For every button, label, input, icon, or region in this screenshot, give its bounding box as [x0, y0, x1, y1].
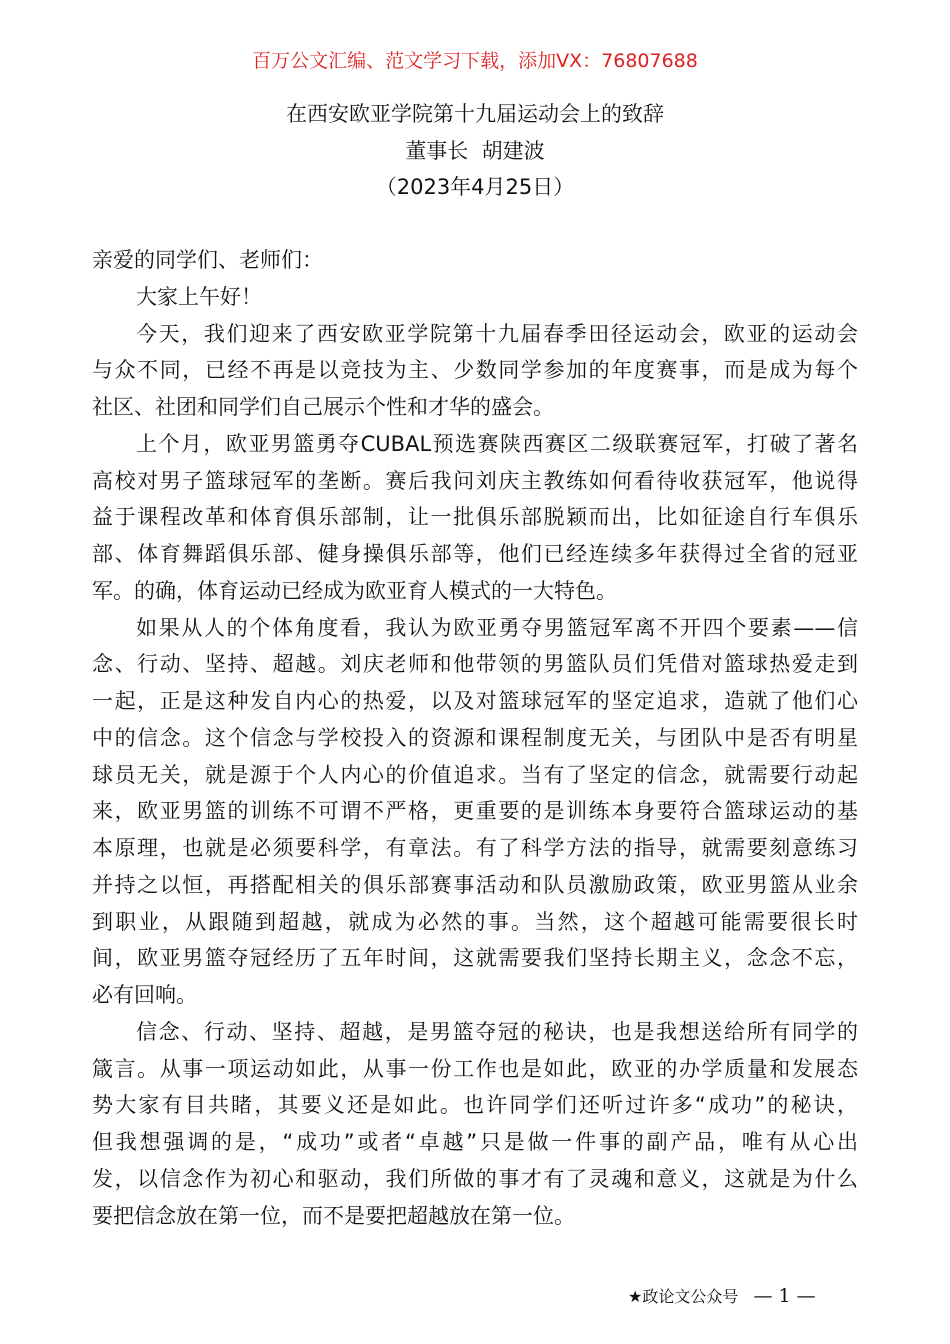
text-line: 念、行动、坚持、超越。刘庆老师和他带领的男篮队员们凭借对篮球热爱走到: [92, 652, 858, 677]
watermark-banner: 百万公文汇编、范文学习下载，添加VX：76807688: [252, 50, 698, 72]
text-line: 到职业，从跟随到超越，就成为必然的事。当然，这个超越可能需要很长时: [92, 909, 858, 934]
text-line: 发，以信念作为初心和驱动，我们所做的事才有了灵魂和意义，这就是为什么: [92, 1166, 858, 1191]
text-line: 信念、行动、坚持、超越，是男篮夺冠的秘诀，也是我想送给所有同学的: [136, 1019, 858, 1044]
page-footer: [628, 1284, 816, 1307]
text-line: 社区、社团和同学们自己展示个性和才华的盛会。: [92, 395, 554, 419]
text-line: 亲爱的同学们、老师们：: [92, 248, 323, 272]
paragraph: [92, 426, 858, 610]
document-body: [92, 242, 858, 1234]
date-line: （2023年4月25日）: [375, 175, 575, 199]
text-line: 军。的确，体育运动已经成为欧亚育人模式的一大特色。: [92, 578, 617, 603]
paragraph: [92, 1014, 858, 1235]
text-line: 并持之以恒，再搭配相关的俱乐部赛事活动和队员激励政策，欧亚男篮从业余: [92, 872, 858, 897]
text-line: 今天，我们迎来了西安欧亚学院第十九届春季田径运动会，欧亚的运动会: [136, 321, 858, 346]
paragraph: [92, 610, 858, 1014]
paragraph: [92, 242, 858, 279]
text-line: 与众不同，已经不再是以竞技为主、少数同学参加的年度赛事，而是成为每个: [92, 358, 858, 383]
text-line: 部、体育舞蹈俱乐部、健身操俱乐部等，他们已经连续多年获得过全省的冠亚: [92, 542, 858, 566]
text-line: 箴言。从事一项运动如此，从事一份工作也是如此，欧亚的办学质量和发展态: [92, 1056, 858, 1081]
text-line: 本原理，也就是必须要科学，有章法。有了科学方法的指导，就需要刻意练习: [92, 836, 858, 860]
footer-source: ★政论文公众号: [628, 1287, 739, 1306]
text-line: 间，欧亚男篮夺冠经历了五年时间，这就需要我们坚持长期主义，念念不忘，: [92, 946, 858, 971]
text-line: 大家上午好！: [136, 284, 262, 309]
text-line: 来，欧亚男篮的训练不可谓不严格，更重要的是训练本身要符合篮球运动的基: [92, 799, 858, 824]
text-line: 要把信念放在第一位，而不是要把超越放在第一位。: [92, 1203, 575, 1228]
text-line: 上个月，欧亚男篮勇夺CUBAL预选赛陕西赛区二级联赛冠军，打破了著名: [136, 431, 858, 456]
text-line: 益于课程改革和体育俱乐部制，让一批俱乐部脱颖而出，比如征途自行车俱乐: [92, 505, 858, 530]
text-line: 高校对男子篮球冠军的垄断。赛后我问刘庆主教练如何看待收获冠军，他说得: [92, 468, 858, 493]
text-line: 中的信念。这个信念与学校投入的资源和课程制度无关，与团队中是否有明星: [92, 725, 858, 750]
text-line: 一起，正是这种发自内心的热爱，以及对篮球冠军的坚定追求，造就了他们心: [92, 689, 858, 713]
text-line: 势大家有目共睹，其要义还是如此。也许同学们还听过许多“成功”的秘诀，: [92, 1093, 858, 1118]
paragraph: [92, 316, 858, 426]
paragraph: [92, 279, 858, 316]
author-line: 董事长 胡建波: [405, 139, 545, 163]
text-line: 如果从人的个体角度看，我认为欧亚勇夺男篮冠军离不开四个要素——信: [136, 615, 858, 640]
page-number: — 1 —: [753, 1285, 816, 1307]
document-title: 在西安欧亚学院第十九届运动会上的致辞: [286, 102, 664, 126]
text-line: 必有回响。: [92, 983, 197, 1007]
text-line: 球员无关，就是源于个人内心的价值追求。当有了坚定的信念，就需要行动起: [92, 762, 858, 787]
text-line: 但我想强调的是，“成功”或者“卓越”只是做一件事的副产品，唯有从心出: [92, 1130, 858, 1154]
